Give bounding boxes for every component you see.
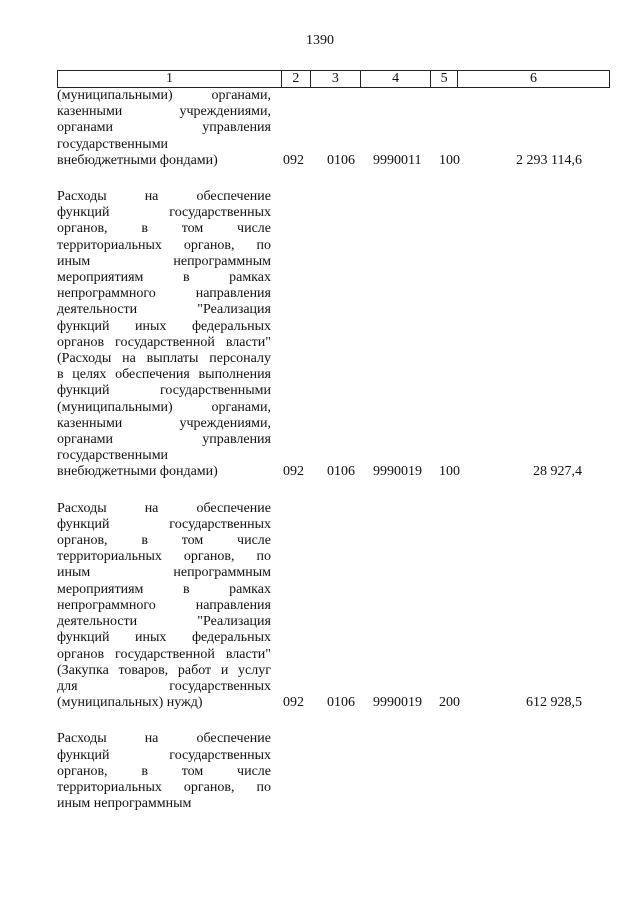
- description-line: территориальных органов, по: [57, 779, 271, 795]
- description-line: функций государственных: [57, 516, 271, 532]
- description-line: функций государственных: [57, 205, 271, 221]
- description-line: (муниципальных) нужд): [57, 695, 203, 711]
- description-line: деятельности "Реализация: [57, 302, 271, 318]
- cell-c6: 28 927,4: [533, 464, 582, 480]
- description-line: органов, в том числе: [57, 221, 271, 237]
- description-line: (муниципальными) органами,: [57, 399, 271, 415]
- column-header-1: 1: [58, 71, 282, 88]
- cell-c5: 100: [439, 152, 460, 168]
- description-line: органов, в том числе: [57, 533, 271, 549]
- description-line: территориальных органов, по: [57, 549, 271, 565]
- cell-c6: 612 928,5: [526, 695, 582, 711]
- cell-c5: 100: [439, 464, 460, 480]
- table-row: [57, 88, 617, 169]
- description-line: казенными учреждениями,: [57, 104, 271, 120]
- column-header-3: 3: [310, 71, 360, 88]
- column-header-5: 5: [431, 71, 458, 88]
- cell-c3: 0106: [327, 695, 355, 711]
- cell-c3: 0106: [327, 464, 355, 480]
- description-line: мероприятиям в рамках: [57, 581, 271, 597]
- cell-c2: 092: [283, 464, 304, 480]
- cell-c4: 9990019: [373, 464, 422, 480]
- row-description: [57, 731, 271, 812]
- description-line: непрограммного направления: [57, 597, 271, 613]
- description-line: иным непрограммным: [57, 565, 271, 581]
- description-line: функций государственными: [57, 383, 271, 399]
- description-line: государственными: [57, 448, 169, 464]
- description-line: органами управления: [57, 432, 271, 448]
- cell-c2: 092: [283, 152, 304, 168]
- description-line: деятельности "Реализация: [57, 614, 271, 630]
- description-line: непрограммного направления: [57, 286, 271, 302]
- description-line: функций государственных: [57, 747, 271, 763]
- row-description: [57, 189, 271, 481]
- description-line: Расходы на обеспечение: [57, 731, 271, 747]
- description-line: иным непрограммным: [57, 796, 192, 812]
- description-line: функций иных федеральных: [57, 318, 271, 334]
- description-line: территориальных органов, по: [57, 237, 271, 253]
- description-line: для государственных: [57, 678, 271, 694]
- page-number: 1390: [306, 33, 334, 48]
- table-body: [57, 88, 617, 812]
- column-header-table: [57, 70, 610, 88]
- description-line: органов государственной власти": [57, 334, 271, 350]
- description-line: в целях обеспечения выполнения: [57, 367, 271, 383]
- description-line: мероприятиям в рамках: [57, 270, 271, 286]
- description-line: иным непрограммным: [57, 253, 271, 269]
- cell-c3: 0106: [327, 152, 355, 168]
- description-line: внебюджетными фондами): [57, 464, 218, 480]
- description-line: (Расходы на выплаты персоналу: [57, 351, 271, 367]
- description-line: Расходы на обеспечение: [57, 189, 271, 205]
- row-description: [57, 501, 271, 712]
- table-row: [57, 189, 617, 481]
- description-line: органов государственной власти": [57, 646, 271, 662]
- cell-c4: 9990019: [373, 695, 422, 711]
- column-header-2: 2: [282, 71, 311, 88]
- description-line: казенными учреждениями,: [57, 415, 271, 431]
- description-line: органами управления: [57, 120, 271, 136]
- column-header-6: 6: [457, 71, 609, 88]
- description-line: внебюджетными фондами): [57, 152, 218, 168]
- column-header-4: 4: [361, 71, 431, 88]
- cell-c2: 092: [283, 695, 304, 711]
- description-line: (Закупка товаров, работ и услуг: [57, 662, 271, 678]
- table-row: [57, 731, 617, 812]
- description-line: функций иных федеральных: [57, 630, 271, 646]
- description-line: (муниципальными) органами,: [57, 88, 271, 103]
- description-line: государственными: [57, 136, 169, 152]
- cell-c5: 200: [439, 695, 460, 711]
- cell-c6: 2 293 114,6: [516, 152, 582, 168]
- cell-c4: 9990011: [373, 152, 422, 168]
- description-line: Расходы на обеспечение: [57, 500, 271, 516]
- table-row: [57, 501, 617, 712]
- description-line: органов, в том числе: [57, 763, 271, 779]
- row-description: [57, 88, 271, 169]
